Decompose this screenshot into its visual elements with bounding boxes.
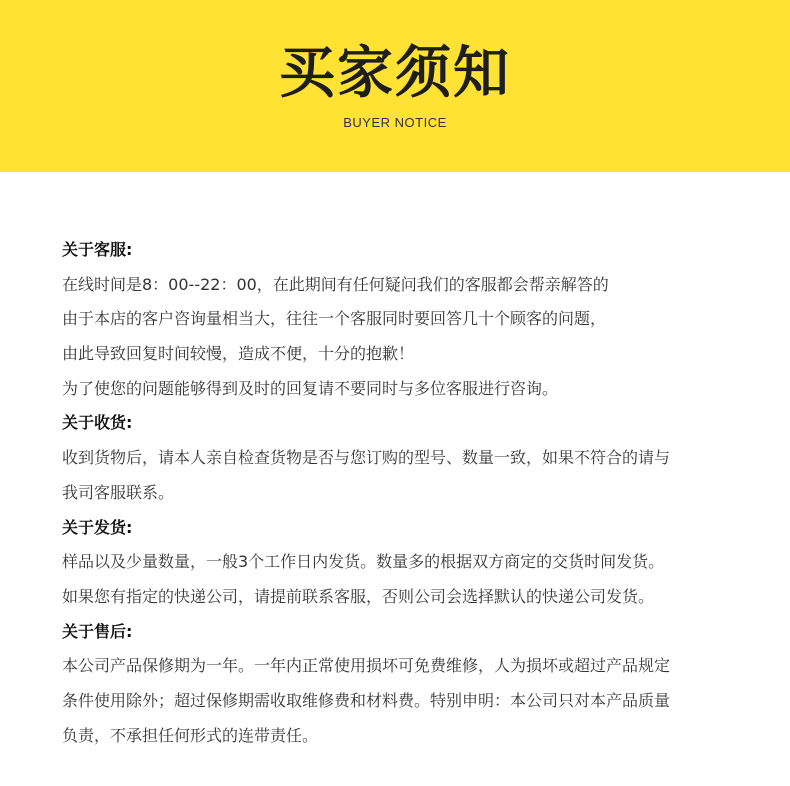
header-banner — [0, 0, 790, 172]
after-sales-line: 负责，不承担任何形式的连带责任。 — [62, 725, 319, 745]
after-sales-line: 条件使用除外；超过保修期需收取维修费和材料费。特别申明：本公司只对本产品质量 — [62, 690, 671, 710]
section-heading-receiving: 关于收货: — [62, 413, 133, 433]
shipping-line: 如果您有指定的快递公司，请提前联系客服，否则公司会选择默认的快递公司发货。 — [62, 586, 655, 606]
after-sales-line: 本公司产品保修期为一年。一年内正常使用损坏可免费维修，人为损坏或超过产品规定 — [62, 656, 671, 676]
section-heading-customer-service: 关于客服: — [62, 240, 133, 259]
shipping-line: 样品以及少量数量，一般3个工作日内发货。数量多的根据双方商定的交货时间发货。 — [62, 552, 665, 572]
page-title: 买家须知 — [279, 41, 511, 106]
section-heading-shipping: 关于发货: — [62, 517, 133, 537]
customer-service-line: 由于本店的客户咨询量相当大，往往一个客服同时要回答几十个顾客的问题， — [62, 309, 607, 329]
page-subtitle: BUYER NOTICE — [343, 115, 447, 130]
receiving-line: 收到货物后，请本人亲自检查货物是否与您订购的型号、数量一致，如果不符合的请与 — [62, 448, 671, 468]
customer-service-line: 在线时间是8：00--22：00，在此期间有任何疑问我们的客服都会帮亲解答的 — [62, 274, 609, 294]
section-heading-after-sales: 关于售后: — [62, 621, 133, 641]
customer-service-line: 为了使您的问题能够得到及时的回复请不要同时与多位客服进行咨询。 — [62, 378, 559, 398]
customer-service-line: 由此导致回复时间较慢，造成不便，十分的抱歉！ — [62, 344, 415, 364]
notice-content — [62, 233, 762, 753]
receiving-line: 我司客服联系。 — [62, 482, 175, 502]
